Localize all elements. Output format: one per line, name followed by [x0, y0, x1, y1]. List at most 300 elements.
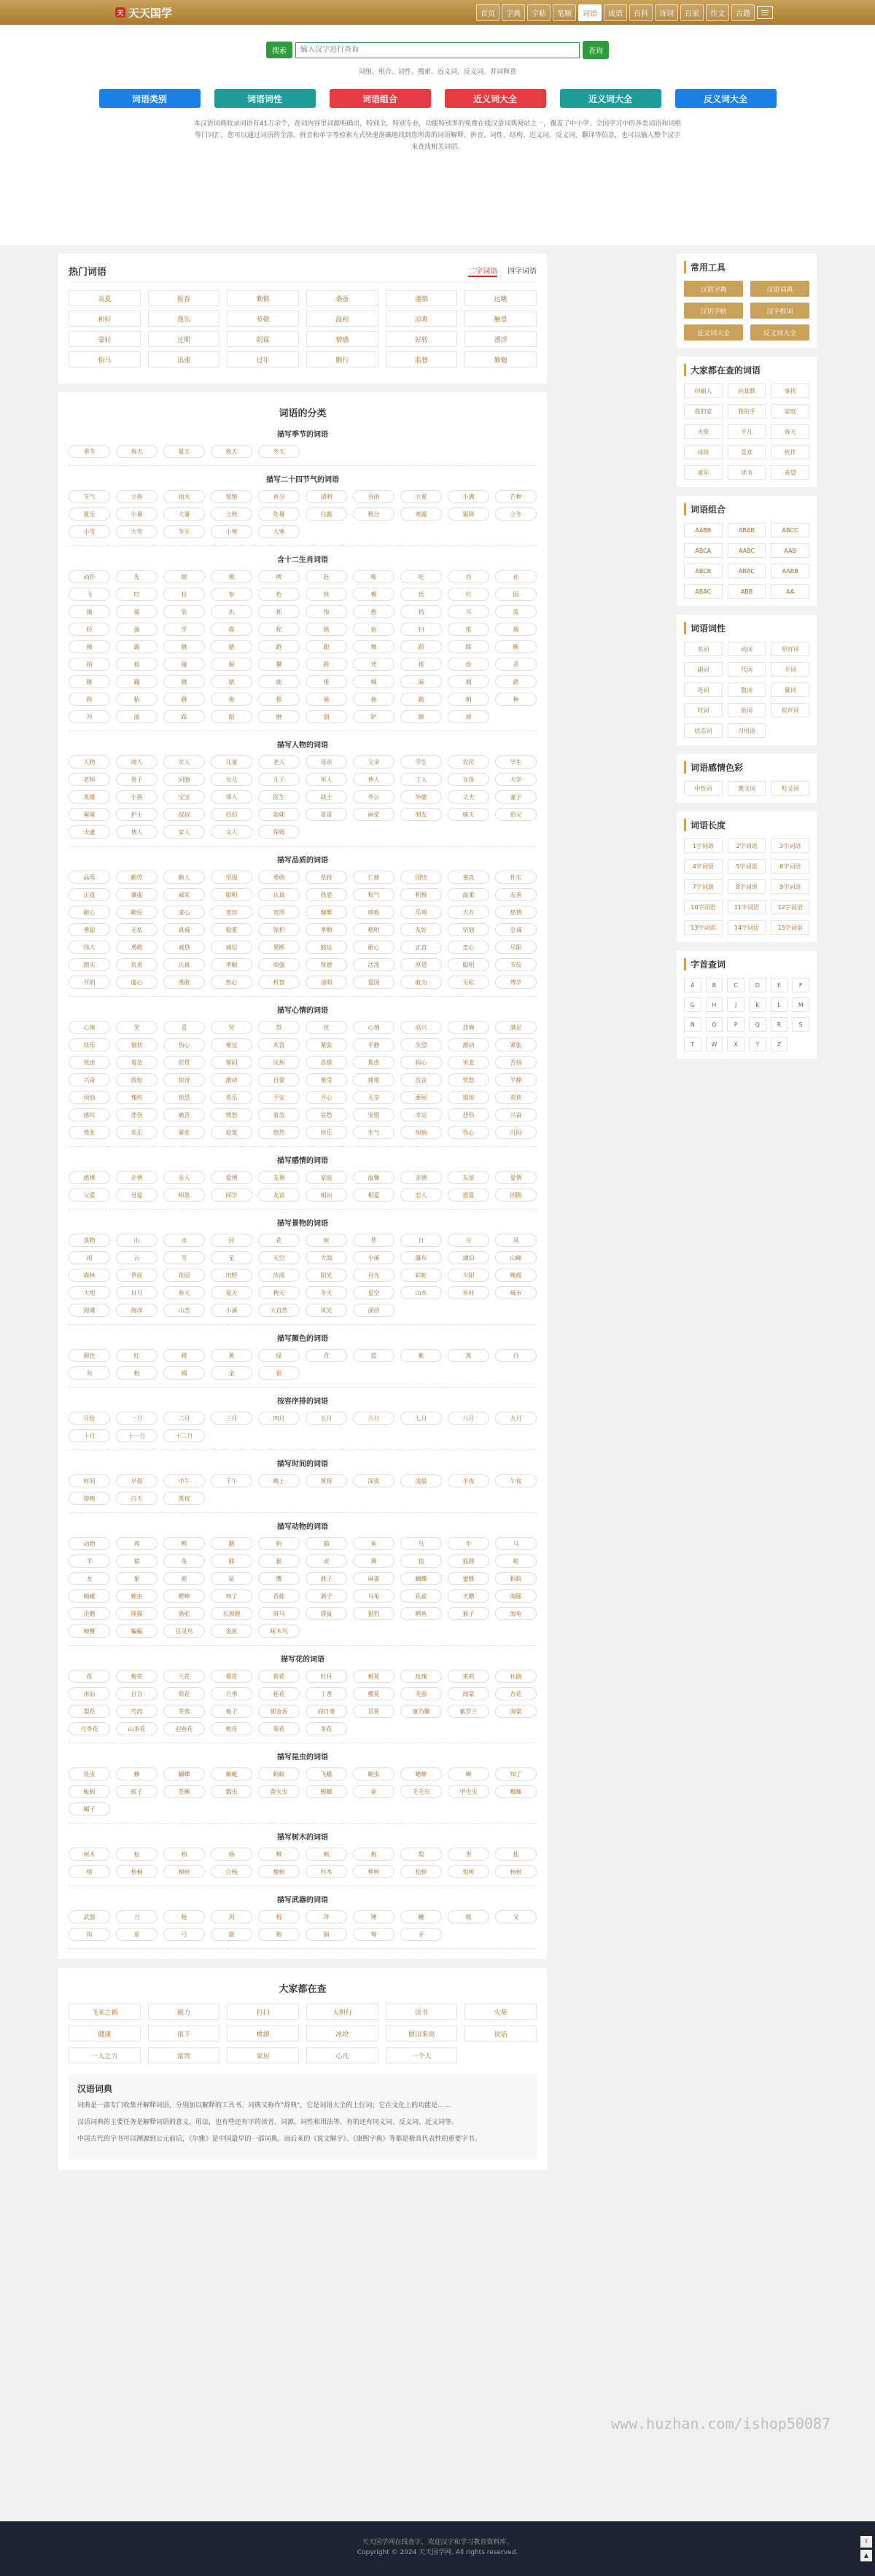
word-pill[interactable]: 抬 — [353, 623, 394, 636]
word-pill[interactable]: 银 — [258, 1366, 300, 1380]
word-pill[interactable]: 骆驼 — [163, 1607, 205, 1620]
word-pill[interactable]: 梨 — [400, 1848, 442, 1861]
length-item[interactable]: 10字词语 — [684, 900, 723, 914]
word-pill[interactable]: 月份 — [69, 1412, 110, 1425]
see-word[interactable]: 冰块 — [306, 2026, 378, 2042]
popular-item[interactable]: 童年 — [684, 465, 723, 480]
word-pill[interactable]: 锤 — [353, 1910, 394, 1923]
word-pill[interactable]: 饰 — [306, 605, 347, 618]
word-pill[interactable]: 橡树 — [258, 1865, 300, 1878]
hot-word[interactable]: 过年 — [227, 351, 299, 367]
word-pill[interactable]: 正直 — [69, 888, 110, 901]
word-pill[interactable]: 英雄 — [69, 790, 110, 803]
word-pill[interactable]: 认真 — [258, 888, 300, 901]
popular-item[interactable]: 希望 — [771, 465, 809, 480]
word-pill[interactable]: 蜂 — [116, 1767, 158, 1781]
combo-item[interactable]: ABCC — [771, 523, 809, 537]
letter-item[interactable]: R — [771, 1017, 788, 1032]
word-pill[interactable]: 草原 — [116, 1269, 158, 1282]
word-pill[interactable]: 蜜蜂 — [448, 1572, 489, 1585]
pos-item[interactable]: 介词 — [771, 662, 809, 677]
word-pill[interactable]: 忧虑 — [69, 1056, 110, 1069]
word-pill[interactable]: 着急 — [116, 1056, 158, 1069]
word-pill[interactable]: 小暑 — [116, 507, 158, 521]
word-pill[interactable]: 小溪 — [353, 1251, 394, 1264]
word-pill[interactable]: 果断 — [258, 941, 300, 954]
word-pill[interactable]: 冬天 — [258, 445, 300, 458]
word-pill[interactable]: 袋鼠 — [306, 1607, 347, 1620]
word-pill[interactable]: 师恩 — [163, 1188, 205, 1202]
word-pill[interactable]: 坚韧 — [448, 923, 489, 936]
word-pill[interactable]: 溜 — [306, 710, 347, 723]
popular-item[interactable]: 平凡 — [728, 424, 766, 439]
category-button[interactable]: 词语词性 — [214, 89, 316, 108]
word-pill[interactable]: 爱情 — [211, 1171, 252, 1184]
word-pill[interactable]: 荷花 — [258, 1670, 300, 1683]
word-pill[interactable]: 哀愁 — [306, 1108, 347, 1121]
word-pill[interactable]: 鸽子 — [306, 1589, 347, 1603]
length-item[interactable]: 7字词语 — [684, 879, 723, 894]
word-pill[interactable]: 满足 — [495, 1021, 537, 1034]
word-pill[interactable]: 感叹 — [69, 1108, 110, 1121]
word-pill[interactable]: 杨 — [211, 1848, 252, 1861]
word-pill[interactable]: 欢喜 — [258, 1038, 300, 1051]
word-pill[interactable]: 寂寞 — [211, 1126, 252, 1139]
word-pill[interactable]: 情人 — [353, 773, 394, 786]
word-pill[interactable]: 钩 — [69, 1928, 110, 1941]
letter-item[interactable]: D — [749, 978, 766, 992]
word-pill[interactable]: 激动 — [211, 1073, 252, 1086]
word-pill[interactable]: 桂花 — [258, 1687, 300, 1700]
word-pill[interactable]: 季节 — [69, 445, 110, 458]
word-pill[interactable]: 鹿 — [258, 675, 300, 688]
word-pill[interactable]: 不安 — [258, 1091, 300, 1104]
word-pill[interactable]: 保姆 — [258, 825, 300, 838]
word-pill[interactable]: 蟋蟀 — [400, 1767, 442, 1781]
word-pill[interactable]: 厌烦 — [258, 1056, 300, 1069]
letter-item[interactable]: N — [684, 1017, 701, 1032]
word-pill[interactable]: 日月 — [116, 1286, 158, 1299]
word-pill[interactable]: 推 — [258, 693, 300, 706]
word-pill[interactable]: 掉 — [448, 710, 489, 723]
word-pill[interactable]: 跪 — [400, 693, 442, 706]
word-pill[interactable]: 四月 — [258, 1412, 300, 1425]
word-pill[interactable]: 鹰 — [258, 1572, 300, 1585]
hot-word[interactable]: 监督 — [386, 351, 458, 367]
word-pill[interactable]: 景物 — [69, 1234, 110, 1247]
see-word[interactable]: 健康 — [69, 2026, 141, 2042]
word-pill[interactable]: 海棠 — [448, 1687, 489, 1700]
word-pill[interactable]: 豁达 — [306, 941, 347, 954]
word-pill[interactable]: 护士 — [116, 808, 158, 821]
word-pill[interactable]: 夏至 — [69, 507, 110, 521]
category-button[interactable]: 词语类别 — [99, 89, 201, 108]
pos-item[interactable]: 名词 — [684, 642, 723, 656]
hot-word[interactable]: 报春 — [148, 290, 220, 306]
hot-word[interactable]: 温和 — [306, 311, 378, 327]
popular-item[interactable]: 事找 — [771, 384, 809, 398]
word-pill[interactable]: 山 — [116, 1234, 158, 1247]
word-pill[interactable]: 摇 — [306, 623, 347, 636]
word-pill[interactable]: 坚持 — [306, 871, 347, 884]
word-pill[interactable]: 粉 — [116, 1366, 158, 1380]
search-input[interactable] — [295, 42, 580, 58]
word-pill[interactable]: 山峰 — [495, 1251, 537, 1264]
length-item[interactable]: 6字词语 — [771, 859, 809, 873]
length-item[interactable]: 15字词语 — [771, 920, 809, 935]
word-pill[interactable]: 蝉 — [448, 1767, 489, 1781]
word-pill[interactable]: 斑马 — [258, 1607, 300, 1620]
word-pill[interactable]: 商人 — [116, 755, 158, 768]
word-pill[interactable]: 母爱 — [116, 1188, 158, 1202]
popular-item[interactable]: 向某默 — [728, 384, 766, 398]
letter-item[interactable]: T — [684, 1037, 701, 1051]
word-pill[interactable]: 社 — [495, 570, 537, 583]
word-pill[interactable]: 军人 — [306, 773, 347, 786]
category-button[interactable]: 近义词大全 — [560, 89, 661, 108]
word-pill[interactable]: 百合 — [116, 1687, 158, 1700]
word-pill[interactable]: 和气 — [353, 888, 394, 901]
word-pill[interactable]: 恋人 — [400, 1188, 442, 1202]
word-pill[interactable]: 桂 — [495, 1848, 537, 1861]
word-pill[interactable]: 鸭 — [163, 1537, 205, 1550]
word-pill[interactable]: 鼠 — [211, 1572, 252, 1585]
word-pill[interactable]: 杀 — [495, 658, 537, 671]
word-pill[interactable]: 忠诚 — [495, 923, 537, 936]
word-pill[interactable]: 柏 — [163, 1848, 205, 1861]
hot-word[interactable]: 触景 — [464, 311, 537, 327]
word-pill[interactable]: 流 — [495, 605, 537, 618]
word-pill[interactable]: 猴 — [258, 1554, 300, 1568]
category-button[interactable]: 词语组合 — [330, 89, 431, 108]
letter-item[interactable]: G — [684, 997, 701, 1012]
word-pill[interactable]: 戟 — [448, 1910, 489, 1923]
popular-item[interactable]: 伙伴 — [771, 445, 809, 459]
word-pill[interactable]: 情人 — [116, 825, 158, 838]
hot-word[interactable]: 怡马 — [69, 351, 141, 367]
word-pill[interactable]: 敢为 — [400, 976, 442, 989]
word-pill[interactable]: 生气 — [353, 1126, 394, 1139]
word-pill[interactable]: 抱 — [353, 605, 394, 618]
popular-item[interactable]: 印刷人 — [684, 384, 723, 398]
word-pill[interactable]: 剑 — [211, 1910, 252, 1923]
word-pill[interactable]: 拂 — [69, 640, 110, 653]
word-pill[interactable]: 清明 — [306, 490, 347, 503]
word-pill[interactable]: 仁慈 — [353, 871, 394, 884]
word-pill[interactable]: 同胞 — [163, 773, 205, 786]
word-pill[interactable]: 红 — [116, 1349, 158, 1362]
word-pill[interactable]: 伤心 — [448, 1126, 489, 1139]
word-pill[interactable]: 白天 — [116, 1492, 158, 1505]
word-pill[interactable]: 冬至 — [163, 525, 205, 538]
hot-word[interactable]: 勤慎 — [227, 290, 299, 306]
word-pill[interactable]: 踩 — [448, 640, 489, 653]
word-pill[interactable]: 桦树 — [353, 1865, 394, 1878]
word-pill[interactable]: 扒 — [211, 605, 252, 618]
word-pill[interactable]: 树木 — [69, 1848, 110, 1861]
word-pill[interactable]: 舅舅 — [69, 808, 110, 821]
word-pill[interactable]: 推 — [448, 623, 489, 636]
word-pill[interactable]: 装 — [163, 605, 205, 618]
word-pill[interactable]: 湖泊 — [448, 1251, 489, 1264]
pos-item[interactable]: 连词 — [684, 682, 723, 697]
hot-word[interactable]: 凉爽 — [386, 311, 458, 327]
word-pill[interactable]: 欢快 — [495, 1091, 537, 1104]
word-pill[interactable]: 温柔 — [448, 888, 489, 901]
word-pill[interactable]: 盾 — [116, 1928, 158, 1941]
word-pill[interactable]: 父爱 — [69, 1188, 110, 1202]
word-pill[interactable]: 小满 — [448, 490, 489, 503]
word-pill[interactable]: 春分 — [258, 490, 300, 503]
word-pill[interactable]: 拥 — [448, 675, 489, 688]
see-word[interactable]: 家居 — [227, 2047, 299, 2063]
popular-item[interactable]: 春天 — [771, 424, 809, 439]
word-pill[interactable]: 炮 — [258, 1928, 300, 1941]
word-pill[interactable]: 山水 — [400, 1286, 442, 1299]
word-pill[interactable]: 午夜 — [495, 1474, 537, 1487]
see-word[interactable]: 富贵 — [148, 2047, 220, 2063]
word-pill[interactable]: 城市 — [495, 1286, 537, 1299]
word-pill[interactable]: 温馨 — [353, 1171, 394, 1184]
see-word[interactable]: 心凡 — [306, 2047, 378, 2063]
word-pill[interactable]: 学 — [163, 623, 205, 636]
word-pill[interactable]: 抓 — [116, 658, 158, 671]
word-pill[interactable]: 朴实 — [495, 871, 537, 884]
word-pill[interactable]: 沙漠 — [258, 1269, 300, 1282]
word-pill[interactable]: 心情 — [69, 1021, 110, 1034]
nav-item[interactable]: 首页 — [476, 4, 499, 21]
word-pill[interactable]: 棍 — [258, 1910, 300, 1923]
see-word[interactable]: 火柴 — [464, 2004, 537, 2020]
word-pill[interactable]: 森林 — [69, 1269, 110, 1282]
word-pill[interactable]: 毛毛虫 — [400, 1785, 442, 1798]
hot-word[interactable]: 蒙好 — [69, 331, 141, 347]
word-pill[interactable]: 喊 — [353, 675, 394, 688]
word-pill[interactable]: 冬天 — [306, 1286, 347, 1299]
word-pill[interactable]: 诚恳 — [163, 941, 205, 954]
word-pill[interactable]: 害羞 — [448, 1056, 489, 1069]
logo[interactable] — [115, 5, 172, 20]
word-pill[interactable]: 节俭 — [495, 958, 537, 971]
word-pill[interactable]: 狐狸 — [448, 1554, 489, 1568]
word-pill[interactable]: 杜鹃 — [495, 1670, 537, 1683]
pos-item[interactable]: 拟声词 — [771, 703, 809, 717]
word-pill[interactable]: 先 — [116, 570, 158, 583]
word-pill[interactable]: 自豪 — [258, 1073, 300, 1086]
word-pill[interactable]: 青蛙 — [258, 1589, 300, 1603]
word-pill[interactable]: 立冬 — [495, 507, 537, 521]
word-pill[interactable]: 乌龟 — [353, 1589, 394, 1603]
word-pill[interactable]: 杏花 — [495, 1687, 537, 1700]
word-pill[interactable]: 云 — [116, 1251, 158, 1264]
word-pill[interactable]: 松树 — [400, 1865, 442, 1878]
word-pill[interactable]: 学生 — [400, 755, 442, 768]
word-pill[interactable]: 康乃馨 — [400, 1705, 442, 1718]
word-pill[interactable]: 友好 — [400, 923, 442, 936]
letter-item[interactable]: E — [771, 978, 788, 992]
hot-word[interactable]: 谨慎 — [386, 290, 458, 306]
word-pill[interactable]: 碰 — [163, 658, 205, 671]
tool-button[interactable]: 汉字组词 — [750, 303, 809, 319]
word-pill[interactable]: 玫瑰 — [400, 1670, 442, 1683]
word-pill[interactable]: 愉快 — [116, 1038, 158, 1051]
word-pill[interactable]: 熊 — [211, 1554, 252, 1568]
word-pill[interactable]: 月季花 — [69, 1722, 110, 1735]
word-pill[interactable]: 牛 — [448, 1537, 489, 1550]
word-pill[interactable]: 早晨 — [116, 1474, 158, 1487]
word-pill[interactable]: 刺 — [448, 693, 489, 706]
word-pill[interactable]: 儿子 — [258, 773, 300, 786]
word-pill[interactable]: 丈夫 — [448, 790, 489, 803]
length-item[interactable]: 8字词语 — [728, 879, 766, 894]
see-word[interactable]: 雨下 — [148, 2026, 220, 2042]
word-pill[interactable]: 邻人 — [211, 790, 252, 803]
word-pill[interactable]: 沉闷 — [495, 1126, 537, 1139]
word-pill[interactable]: 委屈 — [400, 1091, 442, 1104]
word-pill[interactable]: 羊 — [69, 1554, 110, 1568]
tool-button[interactable]: 汉语字典 — [684, 281, 743, 297]
word-pill[interactable]: 樱花 — [353, 1687, 394, 1700]
word-pill[interactable]: 忧愁 — [448, 1073, 489, 1086]
word-pill[interactable]: 悟 — [400, 588, 442, 601]
word-pill[interactable]: 凭 — [353, 658, 394, 671]
word-pill[interactable]: 画家 — [353, 808, 394, 821]
word-pill[interactable]: 慌张 — [69, 1126, 110, 1139]
word-pill[interactable]: 桃 — [353, 1848, 394, 1861]
word-pill[interactable]: 跳 — [163, 693, 205, 706]
word-pill[interactable]: 无私 — [116, 923, 158, 936]
letter-item[interactable]: J — [727, 997, 744, 1012]
word-pill[interactable]: 啄木鸟 — [258, 1624, 300, 1638]
word-pill[interactable]: 箭 — [211, 1928, 252, 1941]
word-pill[interactable]: 蝙蝠 — [116, 1624, 158, 1638]
hot-word[interactable]: 好转 — [386, 331, 458, 347]
top-icon[interactable]: ▲ — [860, 2550, 872, 2561]
word-pill[interactable]: 蟋蟀 — [163, 1589, 205, 1603]
word-pill[interactable]: 忧 — [306, 1021, 347, 1034]
word-pill[interactable]: 大雪 — [116, 525, 158, 538]
word-pill[interactable]: 螃蟹 — [69, 1624, 110, 1638]
word-pill[interactable]: 黄昏 — [306, 1474, 347, 1487]
word-pill[interactable]: 松 — [116, 1848, 158, 1861]
word-pill[interactable]: 欣赏 — [163, 1056, 205, 1069]
hot-word[interactable]: 勤行 — [306, 351, 378, 367]
tool-button[interactable]: 汉语字帖 — [684, 303, 743, 319]
word-pill[interactable]: 田野 — [211, 1269, 252, 1282]
word-pill[interactable]: 雪 — [163, 1251, 205, 1264]
word-pill[interactable]: 瓢虫 — [211, 1785, 252, 1798]
word-pill[interactable]: 春天 — [163, 1286, 205, 1299]
word-pill[interactable]: 萤火虫 — [258, 1785, 300, 1798]
word-pill[interactable]: 武器 — [69, 1910, 110, 1923]
word-pill[interactable]: 精明 — [353, 923, 394, 936]
word-pill[interactable]: 悲伤 — [116, 1108, 158, 1121]
word-pill[interactable]: 推 — [306, 675, 347, 688]
word-pill[interactable]: 蝴蝶 — [163, 1767, 205, 1781]
word-pill[interactable]: 紧张 — [306, 1038, 347, 1051]
word-pill[interactable]: 立春 — [116, 490, 158, 503]
word-pill[interactable]: 蹈 — [211, 710, 252, 723]
length-item[interactable]: 3字词语 — [771, 838, 809, 853]
nav-item[interactable]: 诗词 — [655, 4, 678, 21]
combo-item[interactable]: AA — [771, 584, 809, 599]
word-pill[interactable]: 踏 — [211, 675, 252, 688]
word-pill[interactable]: 雨水 — [163, 490, 205, 503]
word-pill[interactable]: 宝宝 — [163, 790, 205, 803]
length-item[interactable]: 13字词语 — [684, 920, 723, 935]
word-pill[interactable]: 抽 — [353, 693, 394, 706]
word-pill[interactable]: 冲 — [69, 710, 110, 723]
word-pill[interactable]: 十二月 — [163, 1429, 205, 1442]
word-pill[interactable]: 勇敢 — [258, 871, 300, 884]
word-pill[interactable]: 乐观 — [400, 906, 442, 919]
word-pill[interactable]: 七月 — [400, 1412, 442, 1425]
hot-word[interactable]: 恭敬 — [227, 311, 299, 327]
length-item[interactable]: 5字词语 — [728, 859, 766, 873]
word-pill[interactable]: 二月 — [163, 1412, 205, 1425]
pos-item[interactable]: 叹词 — [684, 703, 723, 717]
word-pill[interactable]: 弓 — [163, 1928, 205, 1941]
word-pill[interactable]: 鳄鱼 — [400, 1607, 442, 1620]
word-pill[interactable]: 蚂蚁 — [258, 1767, 300, 1781]
word-pill[interactable]: 伯父 — [495, 808, 537, 821]
word-pill[interactable]: 丁香 — [306, 1687, 347, 1700]
word-pill[interactable]: 日 — [400, 1234, 442, 1247]
word-pill[interactable]: 工人 — [400, 773, 442, 786]
hot-word[interactable]: 迅速 — [148, 351, 220, 367]
word-pill[interactable]: 家人 — [163, 825, 205, 838]
word-pill[interactable]: 凝 — [400, 675, 442, 688]
word-pill[interactable]: 五月 — [306, 1412, 347, 1425]
word-pill[interactable]: 花园 — [163, 1269, 205, 1282]
combo-item[interactable]: ABCA — [684, 543, 723, 558]
word-pill[interactable]: 姐妹 — [258, 808, 300, 821]
word-pill[interactable]: 愤怒 — [211, 1108, 252, 1121]
word-pill[interactable]: 苍蝇 — [163, 1785, 205, 1798]
word-pill[interactable]: 跨 — [69, 693, 110, 706]
see-word[interactable]: 读书 — [386, 2004, 458, 2020]
word-pill[interactable]: 蚂蚁 — [495, 1572, 537, 1585]
word-pill[interactable]: 无奈 — [353, 1091, 394, 1104]
word-pill[interactable]: 动物 — [69, 1537, 110, 1550]
word-pill[interactable]: 真诚 — [163, 923, 205, 936]
word-pill[interactable]: 宽厚 — [258, 906, 300, 919]
word-pill[interactable]: 立秋 — [211, 507, 252, 521]
length-item[interactable]: 2字词语 — [728, 838, 766, 853]
word-pill[interactable]: 栀子 — [211, 1705, 252, 1718]
word-pill[interactable]: 虎 — [306, 1554, 347, 1568]
word-pill[interactable]: 慷慨 — [306, 906, 347, 919]
word-pill[interactable]: 马 — [495, 1537, 537, 1550]
word-pill[interactable]: 难过 — [211, 1038, 252, 1051]
word-pill[interactable]: 麻雀 — [353, 1572, 394, 1585]
word-pill[interactable]: 惊讶 — [163, 1073, 205, 1086]
word-pill[interactable]: 诚信 — [211, 941, 252, 954]
word-pill[interactable]: 文人 — [211, 825, 252, 838]
see-word[interactable]: 打扫 — [227, 2004, 299, 2020]
combo-item[interactable]: ABCB — [684, 564, 723, 578]
pos-item[interactable]: 代词 — [728, 662, 766, 677]
word-pill[interactable]: 樟树 — [163, 1865, 205, 1878]
word-pill[interactable]: 雨 — [69, 1251, 110, 1264]
word-pill[interactable]: 沮丧 — [400, 1073, 442, 1086]
word-pill[interactable]: 熊猫 — [116, 1607, 158, 1620]
word-pill[interactable]: 模 — [211, 570, 252, 583]
word-pill[interactable]: 活泼 — [353, 958, 394, 971]
word-pill[interactable]: 失望 — [400, 1038, 442, 1051]
word-pill[interactable]: 河 — [211, 1234, 252, 1247]
word-pill[interactable]: 女儿 — [211, 773, 252, 786]
